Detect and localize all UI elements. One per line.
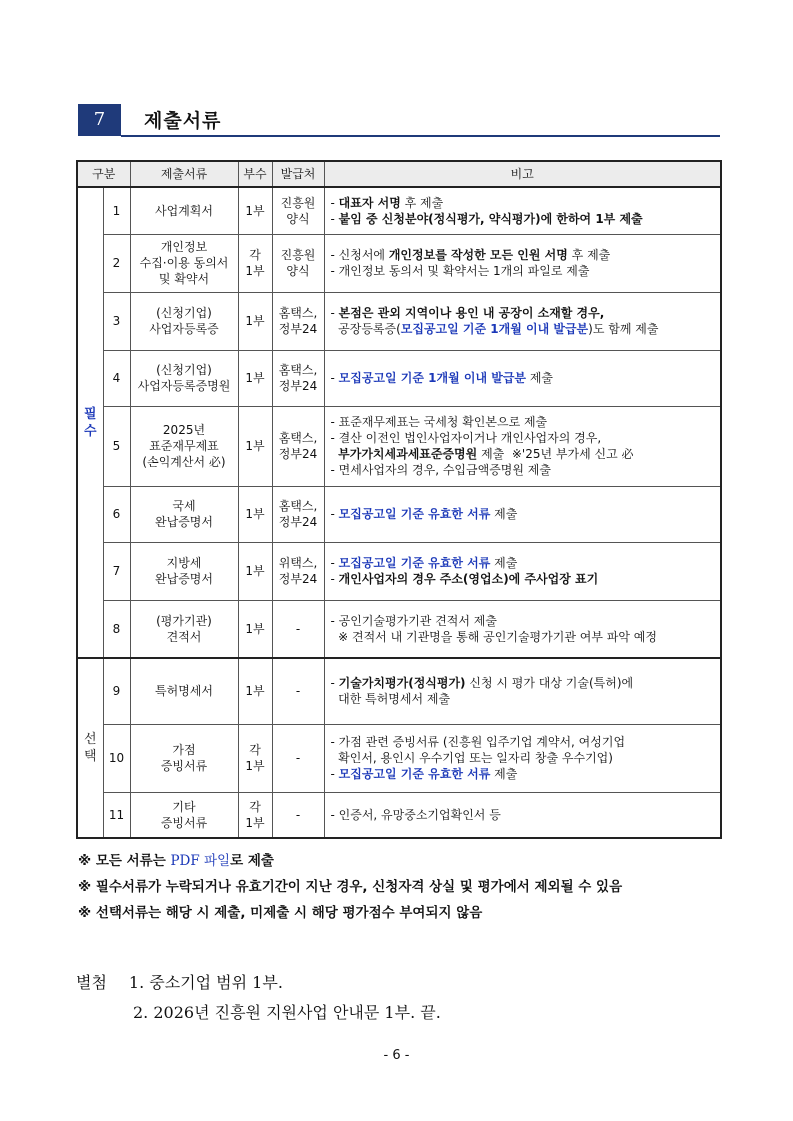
remark-segment bbox=[331, 447, 339, 461]
remarks bbox=[324, 486, 721, 542]
remark-line bbox=[331, 613, 715, 629]
document-name-line: 기타 bbox=[172, 799, 196, 814]
document-name-line: 개인정보 bbox=[160, 240, 208, 254]
document-name bbox=[130, 658, 238, 724]
issuer-line: - bbox=[295, 621, 301, 636]
documents-table bbox=[76, 160, 722, 839]
remark-segment: 대한 특허명세서 제출 bbox=[330, 692, 451, 707]
remark-line bbox=[331, 247, 715, 263]
row-number: 5 bbox=[103, 406, 130, 486]
issuer-line: 홈택스, bbox=[278, 431, 318, 445]
copies-line: 1부 bbox=[245, 815, 265, 830]
document-name-line: (신청기업) bbox=[156, 363, 212, 377]
issuer-line: 정부24 bbox=[278, 379, 318, 393]
copies bbox=[238, 350, 272, 406]
note-optional: ※ 선택서류는 해당 시 제출, 미제출 시 해당 평가점수 부여되지 않음 bbox=[78, 905, 483, 921]
copies-line: 각 bbox=[249, 248, 261, 262]
remark-segment: 대표자 서명 bbox=[338, 195, 401, 210]
issuer bbox=[272, 600, 324, 658]
remark-line bbox=[331, 629, 715, 645]
remark-segment: 후 제출 bbox=[400, 195, 444, 210]
remark-segment: ※ 견적서 내 기관명을 통해 공인기술평가기관 여부 파악 예정 bbox=[330, 629, 657, 644]
copies bbox=[238, 542, 272, 600]
header-remarks: 비고 bbox=[324, 161, 721, 187]
issuer-line: 양식 bbox=[286, 264, 310, 278]
header-issuer: 발급처 bbox=[272, 161, 324, 187]
row-number: 8 bbox=[103, 600, 130, 658]
remark-segment: 후 제출 bbox=[567, 248, 611, 262]
document-name-line: 특허명세서 bbox=[155, 684, 213, 699]
remark-segment: - bbox=[330, 306, 339, 320]
remark-segment: - 공인기술평가기관 견적서 제출 bbox=[330, 613, 497, 628]
note-required: ※ 필수서류가 누락되거나 유효기간이 지난 경우, 신청자격 상실 및 평가에서 제외될 수 있음 bbox=[78, 879, 623, 895]
remarks bbox=[324, 792, 721, 838]
remark-segment: - bbox=[330, 676, 339, 691]
row-number: 3 bbox=[103, 292, 130, 350]
issuer bbox=[272, 234, 324, 292]
issuer-line: 정부24 bbox=[278, 322, 318, 336]
remarks bbox=[324, 406, 721, 486]
row-number: 4 bbox=[103, 350, 130, 406]
copies-line: 1부 bbox=[245, 507, 265, 521]
remark-segment: - 가점 관련 증빙서류 (진흥원 입주기업 계약서, 여성기업 bbox=[330, 735, 626, 749]
remark-segment: 확인서, 용인시 우수기업 또는 일자리 창출 우수기업) bbox=[330, 751, 613, 765]
remark-segment: - bbox=[330, 767, 339, 781]
remark-segment: 개인정보를 작성한 모든 인원 서명 bbox=[388, 248, 568, 262]
copies-line: 각 bbox=[249, 799, 261, 814]
remark-line bbox=[331, 555, 715, 571]
document-name-line: 증빙서류 bbox=[160, 815, 208, 830]
issuer bbox=[272, 406, 324, 486]
copies bbox=[238, 792, 272, 838]
document-name-line: 완납증명서 bbox=[155, 515, 213, 529]
document-name-line: 수집·이용 동의서 bbox=[139, 256, 229, 270]
remarks bbox=[324, 350, 721, 406]
issuer-line: 양식 bbox=[286, 211, 310, 226]
remark-line bbox=[331, 446, 715, 462]
page-number: - 6 - bbox=[383, 1048, 410, 1063]
copies-line: 각 bbox=[249, 743, 261, 757]
issuer-line: 정부24 bbox=[278, 572, 318, 586]
remark-segment: 제출 bbox=[490, 507, 518, 521]
remark-segment: - 면세사업자의 경우, 수입금액증명원 제출 bbox=[330, 463, 551, 477]
remark-segment: 공장등록증( bbox=[330, 322, 401, 336]
remarks bbox=[324, 542, 721, 600]
document-name-line: (신청기업) bbox=[156, 306, 212, 320]
header-category: 구분 bbox=[77, 161, 130, 187]
issuer bbox=[272, 724, 324, 792]
copies-line: 1부 bbox=[245, 314, 265, 328]
document-name bbox=[130, 724, 238, 792]
document-name bbox=[130, 350, 238, 406]
issuer-line: - bbox=[295, 807, 301, 822]
remark-segment: 붙임 중 신청분야(정식평가, 약식평가)에 한하여 1부 제출 bbox=[338, 211, 643, 226]
remark-line bbox=[331, 750, 715, 766]
table-row bbox=[77, 658, 721, 724]
remark-segment: )도 함께 제출 bbox=[588, 322, 659, 336]
document-name-line: 완납증명서 bbox=[155, 572, 213, 586]
remark-line bbox=[331, 195, 715, 211]
remark-line bbox=[331, 321, 715, 337]
row-number: 7 bbox=[103, 542, 130, 600]
document-name bbox=[130, 406, 238, 486]
document-name bbox=[130, 486, 238, 542]
issuer bbox=[272, 542, 324, 600]
notes bbox=[78, 848, 738, 926]
remark-segment: - bbox=[330, 507, 339, 521]
remark-line bbox=[331, 571, 715, 587]
issuer bbox=[272, 792, 324, 838]
remark-segment: - bbox=[330, 572, 339, 586]
header-document: 제출서류 bbox=[130, 161, 238, 187]
remark-line bbox=[331, 430, 715, 446]
remark-line bbox=[331, 462, 715, 478]
document-name-line: 지방세 bbox=[166, 556, 202, 570]
issuer-line: 홈택스, bbox=[278, 499, 318, 513]
copies-line: 1부 bbox=[245, 759, 265, 773]
section-underline bbox=[121, 135, 720, 137]
remarks bbox=[324, 724, 721, 792]
document-name-line: 사업자등록증명원 bbox=[137, 379, 231, 393]
table-row bbox=[77, 600, 721, 658]
remarks bbox=[324, 292, 721, 350]
document-name-line: 국세 bbox=[172, 499, 196, 513]
remarks bbox=[324, 600, 721, 658]
document-name-line: 견적서 bbox=[166, 629, 202, 644]
issuer-line: 정부24 bbox=[278, 515, 318, 529]
attachment-label: 별첨 bbox=[76, 973, 107, 992]
remark-line bbox=[331, 506, 715, 522]
row-number: 2 bbox=[103, 234, 130, 292]
copies bbox=[238, 187, 272, 234]
remark-line bbox=[331, 305, 715, 321]
remark-segment: - 결산 이전인 법인사업자이거나 개인사업자의 경우, bbox=[330, 431, 602, 445]
remark-line bbox=[331, 734, 715, 750]
issuer bbox=[272, 658, 324, 724]
document-name bbox=[130, 187, 238, 234]
copies-line: 1부 bbox=[245, 439, 265, 453]
document-name-line: 2025년 bbox=[162, 423, 206, 437]
remark-line bbox=[331, 766, 715, 782]
issuer-line: 홈택스, bbox=[278, 363, 318, 377]
note-1-suffix: 로 제출 bbox=[230, 853, 274, 869]
document-name-line: (평가기관) bbox=[156, 613, 212, 628]
note-1-prefix: ※ 모든 서류는 bbox=[78, 853, 171, 869]
copies-line: 1부 bbox=[245, 203, 265, 218]
remarks bbox=[324, 187, 721, 234]
remark-segment: - bbox=[330, 371, 339, 385]
remark-segment: - 인증서, 유망중소기업확인서 등 bbox=[330, 807, 501, 822]
remark-line bbox=[331, 807, 715, 823]
row-number: 11 bbox=[103, 792, 130, 838]
copies bbox=[238, 658, 272, 724]
attachment-item-2: 2. 2026년 진흥원 지원사업 안내문 1부. 끝. bbox=[133, 1003, 441, 1022]
table-row bbox=[77, 292, 721, 350]
document-name bbox=[130, 292, 238, 350]
row-number: 9 bbox=[103, 658, 130, 724]
remark-segment: 제출 bbox=[490, 556, 518, 570]
issuer bbox=[272, 187, 324, 234]
copies-line: 1부 bbox=[245, 621, 265, 636]
remark-segment: 모집공고일 기준 유효한 서류 bbox=[338, 767, 491, 781]
remark-segment: - bbox=[330, 211, 339, 226]
row-number: 10 bbox=[103, 724, 130, 792]
section-number: 7 bbox=[78, 104, 121, 136]
copies-line: 1부 bbox=[245, 684, 265, 699]
remark-segment: - bbox=[330, 195, 339, 210]
remark-segment: - 개인정보 동의서 및 확약서는 1개의 파일로 제출 bbox=[330, 264, 590, 278]
document-name-line: 사업자등록증 bbox=[149, 322, 219, 336]
document-name-line: 및 확약서 bbox=[158, 272, 210, 286]
remark-segment: 모집공고일 기준 유효한 서류 bbox=[338, 556, 491, 570]
copies-line: 1부 bbox=[245, 264, 265, 278]
remarks bbox=[324, 658, 721, 724]
remark-segment: 모집공고일 기준 유효한 서류 bbox=[338, 507, 491, 521]
group-required: 필 수 bbox=[77, 187, 103, 658]
copies bbox=[238, 724, 272, 792]
section-title: 제출서류 bbox=[144, 110, 222, 132]
issuer-line: 정부24 bbox=[278, 447, 318, 461]
table-row bbox=[77, 406, 721, 486]
issuer bbox=[272, 350, 324, 406]
remarks bbox=[324, 234, 721, 292]
remark-segment: 모집공고일 기준 1개월 이내 발급분 bbox=[400, 322, 589, 336]
issuer-line: 홈택스, bbox=[278, 306, 318, 320]
remark-segment: 개인사업자의 경우 주소(영업소)에 주사업장 표기 bbox=[338, 572, 599, 586]
copies bbox=[238, 406, 272, 486]
row-number: 1 bbox=[103, 187, 130, 234]
remark-segment: 신청 시 평가 대상 기술(특허)에 bbox=[465, 676, 634, 691]
remark-segment: 모집공고일 기준 1개월 이내 발급분 bbox=[338, 371, 527, 385]
header-copies: 부수 bbox=[238, 161, 272, 187]
section-header bbox=[78, 104, 720, 140]
note-pdf bbox=[78, 848, 738, 874]
remark-segment: - 표준재무제표는 국세청 확인본으로 제출 bbox=[330, 415, 548, 429]
document-name-line: 가점 bbox=[172, 743, 196, 757]
remark-segment: - bbox=[330, 556, 339, 570]
table-header-row bbox=[77, 161, 721, 187]
remark-segment: 본점은 관외 지역이나 용인 내 공장이 소재할 경우, bbox=[338, 306, 605, 320]
remark-segment: - 신청서에 bbox=[330, 248, 389, 262]
remark-segment: 기술가치평가(정식평가) bbox=[338, 676, 466, 691]
document-name-line: 사업계획서 bbox=[155, 203, 213, 218]
issuer bbox=[272, 486, 324, 542]
issuer-line: 위택스, bbox=[278, 556, 318, 570]
remark-segment: 부가가치세과세표준증명원 bbox=[338, 447, 478, 461]
issuer-line: - bbox=[295, 684, 301, 699]
table-row bbox=[77, 542, 721, 600]
document-name-line: 증빙서류 bbox=[160, 759, 208, 773]
note-1-pdf: PDF 파일 bbox=[170, 853, 231, 869]
group-optional: 선 택 bbox=[77, 658, 103, 838]
remark-segment: 제출 bbox=[526, 371, 554, 385]
remark-line bbox=[331, 263, 715, 279]
document-name bbox=[130, 792, 238, 838]
issuer-line: 진흥원 bbox=[280, 248, 316, 262]
document-name bbox=[130, 234, 238, 292]
table-row bbox=[77, 486, 721, 542]
copies bbox=[238, 292, 272, 350]
copies-line: 1부 bbox=[245, 564, 265, 578]
table-row bbox=[77, 792, 721, 838]
remark-line bbox=[331, 675, 715, 691]
remark-line bbox=[331, 370, 715, 386]
copies bbox=[238, 234, 272, 292]
issuer-line: 진흥원 bbox=[280, 195, 316, 210]
issuer-line: - bbox=[295, 751, 301, 765]
remark-line bbox=[331, 414, 715, 430]
document-name-line: (손익계산서 必) bbox=[142, 455, 226, 469]
remark-line bbox=[331, 691, 715, 707]
table-row bbox=[77, 350, 721, 406]
row-number: 6 bbox=[103, 486, 130, 542]
copies bbox=[238, 600, 272, 658]
attachment-item-1: 1. 중소기업 범위 1부. bbox=[128, 973, 283, 992]
copies bbox=[238, 486, 272, 542]
document-name-line: 표준재무제표 bbox=[149, 439, 219, 453]
remark-line bbox=[331, 211, 715, 227]
remark-segment: 제출 ※'25년 부가세 신고 必 bbox=[477, 447, 634, 461]
attachments bbox=[76, 968, 441, 1028]
document-name bbox=[130, 600, 238, 658]
document-name bbox=[130, 542, 238, 600]
table-row bbox=[77, 187, 721, 234]
table-row bbox=[77, 724, 721, 792]
table-row bbox=[77, 234, 721, 292]
issuer bbox=[272, 292, 324, 350]
remark-segment: 제출 bbox=[490, 767, 518, 781]
copies-line: 1부 bbox=[245, 371, 265, 385]
